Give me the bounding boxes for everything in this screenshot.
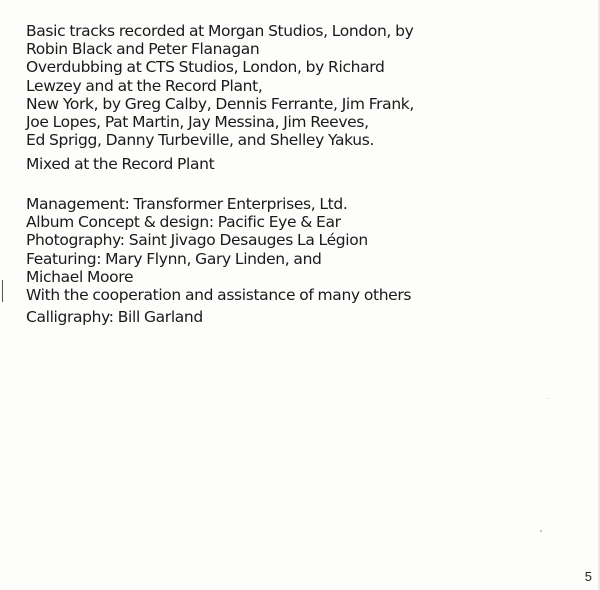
recording-credits	[26, 22, 446, 174]
mixed-at-credit: Mixed at the Record Plant	[26, 155, 215, 174]
recording-credit-line: Overdubbing at CTS Studios, London, by Richard	[26, 58, 385, 77]
recording-credit-line: Lewzey and at the Record Plant,	[26, 76, 263, 95]
cooperation-credit: With the cooperation and assistance of many others	[26, 286, 412, 305]
recording-credit-line: Robin Black and Peter Flanagan	[26, 40, 260, 59]
recording-credit-line: Ed Sprigg, Danny Turbeville, and Shelley Yakus.	[26, 131, 375, 150]
calligraphy-credit: Calligraphy: Bill Garland	[26, 308, 203, 327]
featuring-credit: Featuring: Mary Flynn, Gary Linden, and	[26, 249, 322, 268]
recording-credit-line: Joe Lopes, Pat Martin, Jay Messina, Jim Reeves,	[26, 113, 369, 132]
people-credits	[26, 195, 446, 326]
recording-credit-line: New York, by Greg Calby, Dennis Ferrante, Jim Frank,	[26, 94, 414, 113]
recording-credit-line: Basic tracks recorded at Morgan Studios, London, by	[26, 22, 414, 40]
paper-speck	[548, 398, 549, 399]
design-credit: Album Concept & design: Pacific Eye & Ear	[26, 213, 341, 232]
featuring-credit-continued: Michael Moore	[26, 267, 134, 286]
scan-edge-mark	[2, 280, 3, 302]
photography-credit: Photography: Saint Jivago Desauges La Légion	[26, 231, 368, 250]
management-credit: Management: Transformer Enterprises, Ltd.	[26, 195, 348, 213]
page-number: 5	[584, 569, 592, 584]
paper-speck	[540, 530, 542, 532]
